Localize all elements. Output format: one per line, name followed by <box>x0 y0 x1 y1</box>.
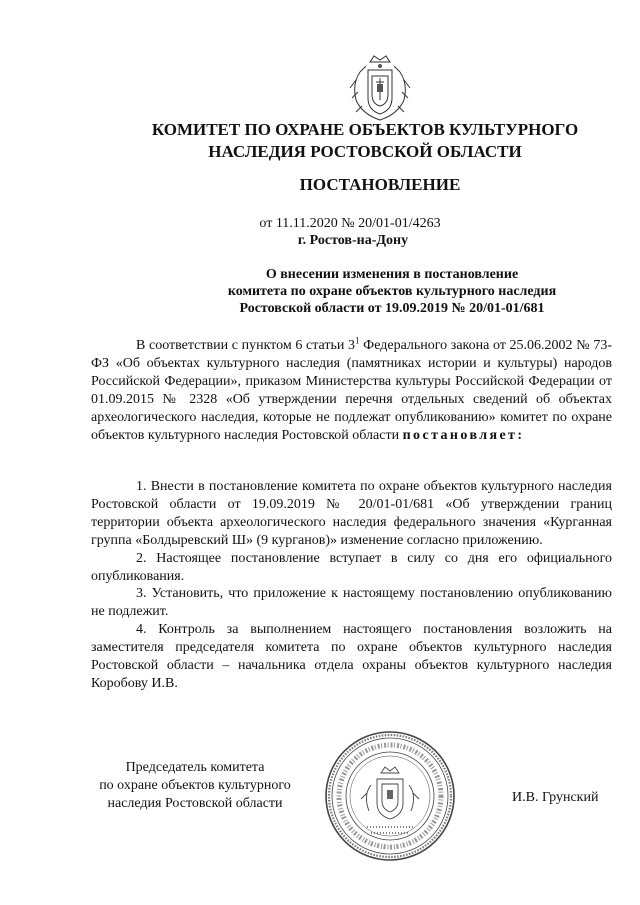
decree-item-2: 2. Настоящее постановление вступает в силу со дня его официального опубликования. <box>91 550 612 584</box>
preamble-paragraph <box>91 337 612 444</box>
decree-word: постановляет: <box>402 427 525 443</box>
signatory-title-line3: наследия Ростовской области <box>107 796 283 811</box>
signatory-title-line1: Председатель комитета <box>125 760 265 775</box>
subject-line2: комитета по охране объектов культурного наследия <box>227 284 557 299</box>
decree-item-3: 3. Установить, что приложение к настоящему постановлению опубликованию не подлежит. <box>91 586 612 620</box>
subject-line1: О внесении изменения в постановление <box>265 267 519 282</box>
document-subject <box>0 266 640 317</box>
committee-name-line1: КОМИТЕТ ПО ОХРАНЕ ОБЪЕКТОВ КУЛЬТУРНОГО <box>151 120 579 139</box>
signatory-title <box>88 759 302 813</box>
article-superscript: 1 <box>355 335 360 346</box>
preamble-text-part1: В соответствии с пунктом 6 статьи 3 <box>136 338 355 353</box>
preamble-text-part2: Федерального закона от 25.06.2002 № 73-ФЗ «Об объектах культурного наследия (памятниках истории и культуры) народов Российской Федерации», приказом Министерства культуры Российской Федерации от 01.09.2015 № 2328 «Об утверждении перечня отдельных сведений об объектах археологического наследия, которые не подлежат опубликованию» комитет по охране объектов культурного наследия Ростовской области <box>91 338 613 443</box>
document-city: г. Ростов-на-Дону <box>297 233 409 248</box>
decree-item-4: 4. Контроль за выполнением настоящего постановления возложить на заместителя председателя комитета по охране объектов культурного наследия Ростовской области – начальника отдела охраны объектов культурного наследия Коробову И.В. <box>91 622 612 691</box>
decree-item-1: 1. Внести в постановление комитета по охране объектов культурного наследия Ростовской области от 19.09.2019 № 20/01-01/681 «Об утверждении границ территории объекта археологического наследия федерального значения «Курганная группа «Болдыревский Ш» (9 курганов)» изменение согласно приложению. <box>91 479 612 548</box>
committee-name <box>0 119 640 163</box>
subject-line3: Ростовской области от 19.09.2019 № 20/01-01/681 <box>239 301 545 316</box>
signatory-name: И.В. Грунский <box>512 790 599 805</box>
coat-of-arms-icon <box>346 54 414 124</box>
signatory-title-line2: по охране объектов культурного <box>99 778 291 793</box>
document-date-number: от 11.11.2020 № 20/01-01/4263 <box>259 216 441 231</box>
document-type: ПОСТАНОВЛЕНИЕ <box>299 175 461 194</box>
committee-name-line2: НАСЛЕДИЯ РОСТОВСКОЙ ОБЛАСТИ <box>208 142 522 161</box>
decree-items <box>91 478 612 693</box>
official-seal-icon <box>323 729 457 863</box>
